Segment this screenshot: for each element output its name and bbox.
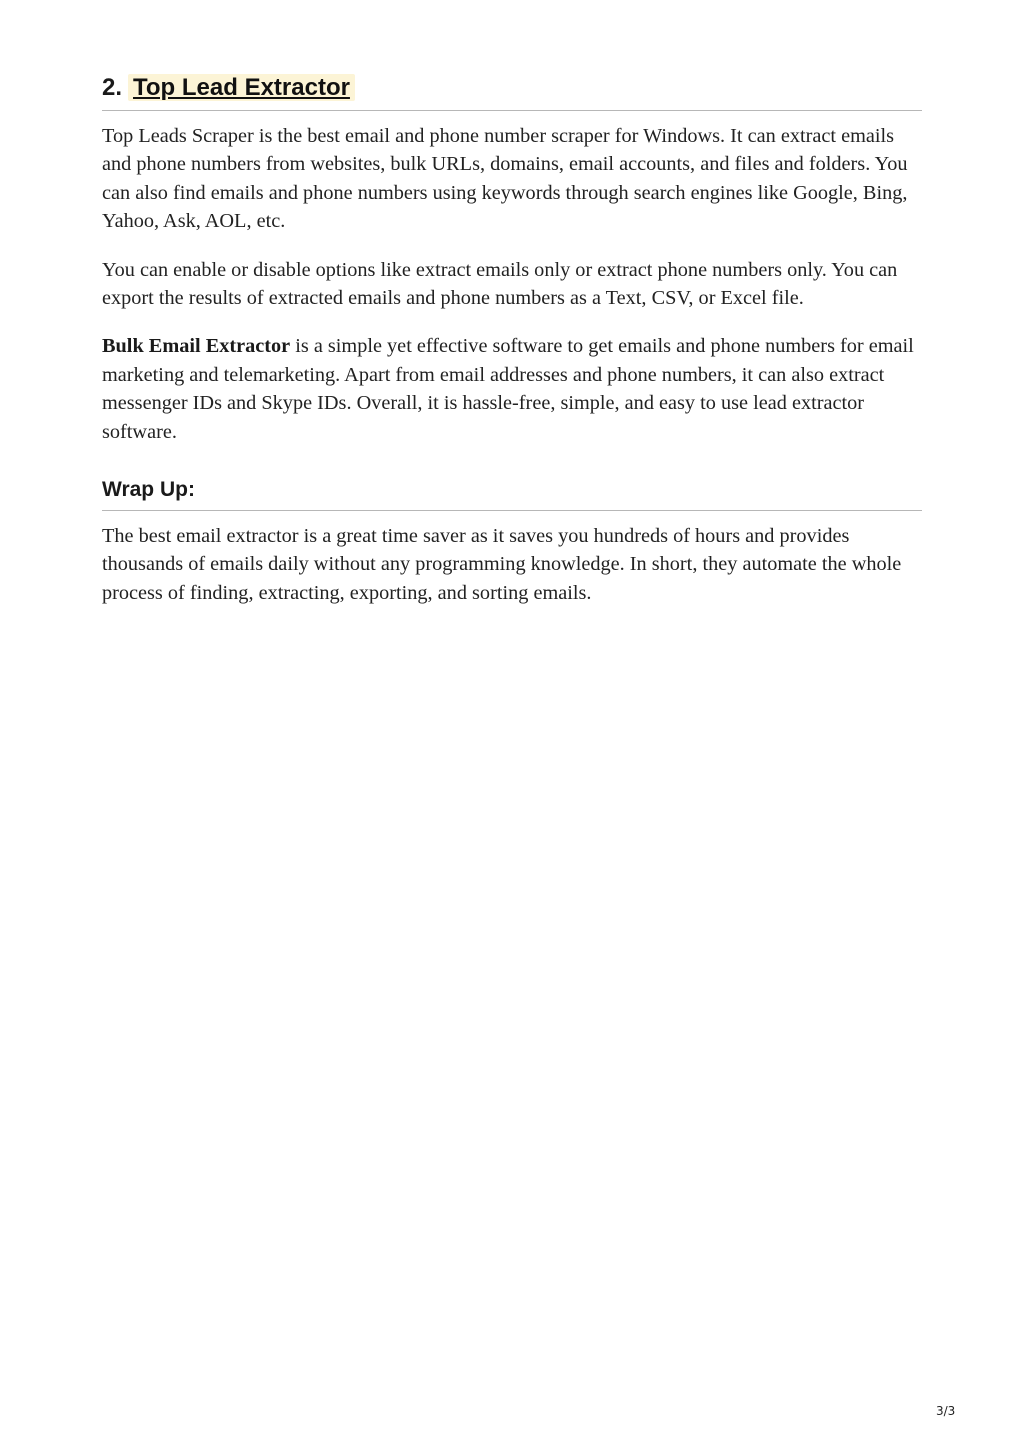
wrap-up-heading: Wrap Up:: [102, 474, 922, 511]
paragraph-bulk-email-extractor: [102, 332, 922, 446]
bulk-email-extractor-text: is a simple yet effective software to get emails and phone numbers for email marketing and telemarketing. Apart from email addresses and phone numbers, it can also extract messenger IDs and Skype IDs. Overall, it is hassle-free, simple, and easy to use lead extractor software.: [102, 335, 914, 443]
section-number: 2.: [102, 74, 123, 101]
paragraph-top-leads-scraper: Top Leads Scraper is the best email and phone number scraper for Windows. It can extract emails and phone numbers from websites, bulk URLs, domains, email accounts, and files and folders. You can also find emails and phone numbers using keywords through search engines like Google, Bing, Yahoo, Ask, AOL, etc.: [102, 125, 908, 233]
paragraph-wrap-up: The best email extractor is a great time saver as it saves you hundreds of hours and provides thousands of emails daily without any programming knowledge. In short, they automate the whole process of finding, extracting, exporting, and sorting emails.: [102, 525, 902, 604]
section-heading: [102, 70, 922, 111]
top-lead-extractor-link[interactable]: Top Lead Extractor: [128, 74, 355, 101]
document-content: [102, 70, 922, 607]
paragraph-enable-disable-options: You can enable or disable options like extract emails only or extract phone numbers only. You can export the results of extracted emails and phone numbers as a Text, CSV, or Excel file.: [102, 258, 898, 310]
bulk-email-extractor-bold: Bulk Email Extractor: [102, 335, 291, 358]
page-indicator: 3/3: [936, 1404, 956, 1418]
